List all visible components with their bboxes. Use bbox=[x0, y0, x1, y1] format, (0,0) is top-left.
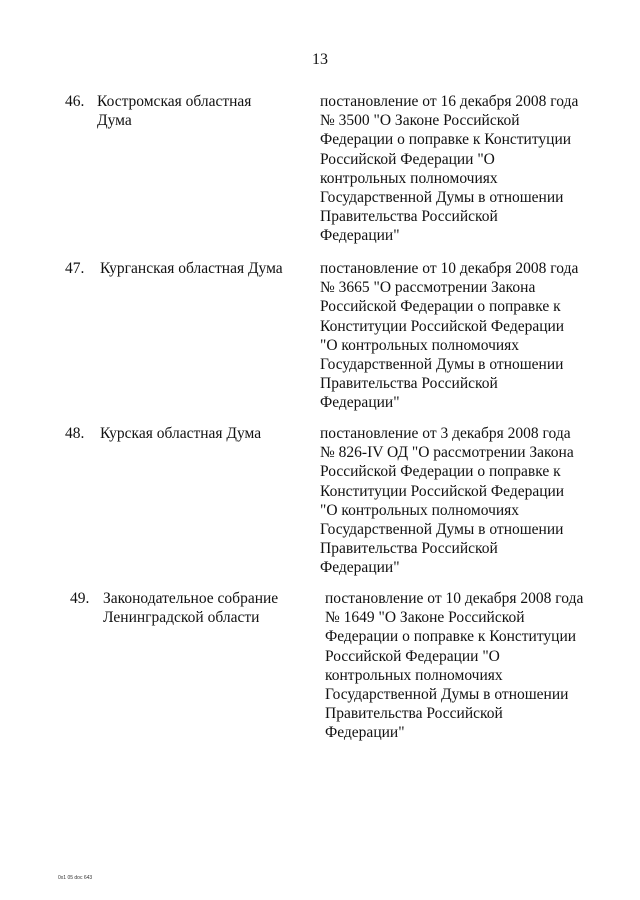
body-line: Курганская областная Дума bbox=[100, 260, 283, 277]
decree-line: Федерации о поправке к Конституции bbox=[325, 628, 577, 646]
decree-line: Конституции Российской Федерации bbox=[320, 317, 565, 335]
decree-line: Правительства Российской bbox=[320, 208, 498, 226]
legislative-body bbox=[100, 259, 310, 278]
decree-line: контрольных полномочиях bbox=[320, 169, 498, 187]
legislative-body bbox=[100, 424, 310, 443]
decree-text bbox=[320, 259, 590, 413]
decree-line: Федерации" bbox=[320, 227, 400, 245]
decree-line: постановление от 10 декабря 2008 года bbox=[325, 590, 584, 607]
decree-line: Правительства Российской bbox=[320, 540, 498, 558]
body-line: Ленинградской области bbox=[103, 609, 260, 627]
decree-text bbox=[325, 589, 595, 743]
entry-number: 47. bbox=[65, 260, 85, 277]
decree-line: № 3665 "О рассмотрении Закона bbox=[320, 279, 536, 297]
legislative-body bbox=[97, 92, 307, 130]
decree-line: Государственной Думы в отношении bbox=[320, 521, 564, 539]
entry-number: 48. bbox=[65, 425, 85, 442]
body-line: Курская областная Дума bbox=[100, 425, 262, 442]
body-line: Законодательное собрание bbox=[103, 590, 279, 607]
decree-line: № 3500 "О Законе Российской bbox=[320, 112, 520, 130]
page-number: 13 bbox=[312, 51, 328, 68]
decree-text bbox=[320, 92, 590, 246]
decree-line: Федерации о поправке к Конституции bbox=[320, 131, 572, 149]
decree-line: Российской Федерации о поправке к bbox=[320, 298, 561, 316]
legislative-body bbox=[103, 589, 313, 627]
decree-line: контрольных полномочиях bbox=[325, 666, 503, 684]
decree-line: Государственной Думы в отношении bbox=[320, 356, 564, 374]
decree-line: Федерации" bbox=[320, 394, 400, 412]
decree-line: Конституции Российской Федерации bbox=[320, 482, 565, 500]
body-line: Костромская областная bbox=[97, 93, 252, 110]
decree-line: постановление от 3 декабря 2008 года bbox=[320, 425, 571, 442]
document-footer-code: 0x1 05 doc 643 bbox=[58, 875, 93, 881]
decree-text bbox=[320, 424, 590, 578]
decree-line: постановление от 10 декабря 2008 года bbox=[320, 260, 579, 277]
decree-line: "О контрольных полномочиях bbox=[320, 336, 520, 354]
decree-line: Государственной Думы в отношении bbox=[325, 686, 569, 704]
decree-line: Федерации" bbox=[320, 559, 400, 577]
decree-line: Правительства Российской bbox=[325, 705, 503, 723]
decree-line: Федерации" bbox=[325, 724, 405, 742]
body-line: Дума bbox=[97, 112, 132, 130]
decree-line: № 826-IV ОД "О рассмотрении Закона bbox=[320, 444, 574, 462]
entry-number: 46. bbox=[65, 93, 85, 110]
decree-line: Российской Федерации о поправке к bbox=[320, 463, 561, 481]
decree-line: № 1649 "О Законе Российской bbox=[325, 609, 525, 627]
decree-line: "О контрольных полномочиях bbox=[320, 501, 520, 519]
decree-line: постановление от 16 декабря 2008 года bbox=[320, 93, 579, 110]
entry-number: 49. bbox=[70, 590, 90, 607]
decree-line: Правительства Российской bbox=[320, 375, 498, 393]
decree-line: Государственной Думы в отношении bbox=[320, 189, 564, 207]
decree-line: Российской Федерации "О bbox=[320, 150, 495, 168]
decree-line: Российской Федерации "О bbox=[325, 647, 500, 665]
